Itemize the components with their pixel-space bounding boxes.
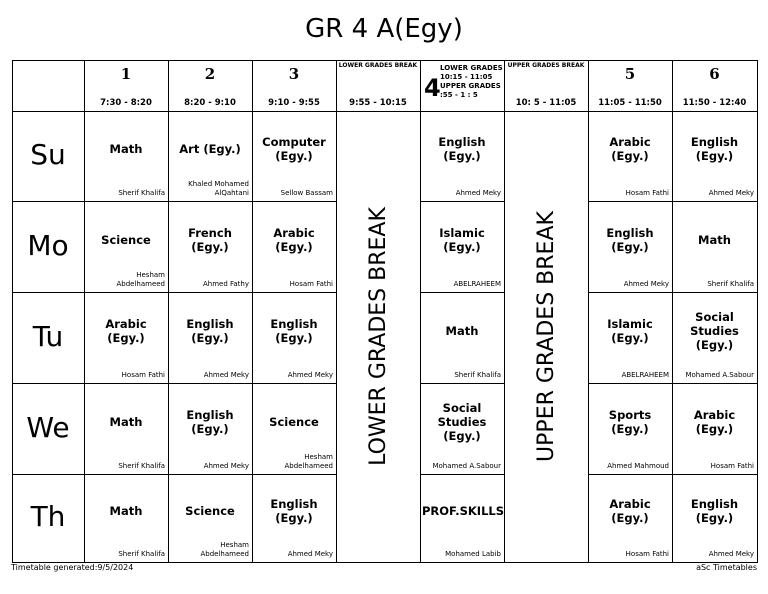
subject-label: Social Studies (Egy.) [690, 309, 739, 352]
teacher-name: Ahmed Meky [203, 371, 249, 379]
lesson-cell [168, 383, 252, 474]
teacher-name: Sherif Khalifa [118, 462, 165, 470]
lesson-cell [588, 292, 672, 383]
period-time-line: LOWER GRADES [440, 64, 503, 72]
teacher-name: Ahmed Meky [708, 189, 754, 197]
period-time: 8:20 - 9:10 [184, 98, 236, 108]
period-number: 3 [288, 65, 300, 83]
break-header-label: UPPER GRADES BREAK [507, 62, 585, 69]
day-label: Su [30, 138, 66, 171]
day-row-header [12, 111, 84, 201]
subject-label: English (Egy.) [270, 497, 318, 525]
lesson-cell [420, 383, 504, 474]
lesson-cell [168, 474, 252, 562]
lesson-cell [84, 292, 168, 383]
period-time-line: 10:15 - 11:05 [440, 73, 493, 81]
lesson-cell [252, 474, 336, 562]
teacher-name: Hosam Fathi [289, 280, 333, 288]
subject-label: English (Egy.) [186, 407, 234, 436]
teacher-name: Hosam Fathi [121, 371, 165, 379]
subject-label: Science [269, 414, 319, 429]
subject-label: Science [101, 232, 151, 247]
teacher-name: Ahmed Meky [455, 189, 501, 197]
teacher-name: Khaled Mohamed AlQahtani [188, 180, 249, 197]
day-row-header [12, 383, 84, 474]
period-time-line: :55 - 1 : 5 [440, 91, 478, 99]
teacher-name: Ahmed Meky [623, 280, 669, 288]
subject-label: Islamic (Egy.) [607, 316, 653, 345]
column-divider [336, 60, 337, 563]
lesson-cell [168, 292, 252, 383]
brand-label: aSc Timetables [696, 563, 757, 572]
lesson-cell [588, 383, 672, 474]
teacher-name: Sherif Khalifa [118, 189, 165, 197]
subject-label: Math [445, 323, 479, 338]
subject-label: French (Egy.) [188, 225, 232, 254]
lesson-cell [588, 111, 672, 201]
period-header [168, 60, 252, 111]
subject-label: Sports (Egy.) [608, 407, 652, 436]
lesson-cell [420, 111, 504, 201]
lesson-cell [252, 292, 336, 383]
period-number: 5 [624, 65, 636, 83]
subject-label: Arabic (Egy.) [609, 135, 651, 163]
lesson-cell [168, 111, 252, 201]
day-label: Tu [32, 319, 64, 353]
day-label: Mo [27, 228, 69, 262]
subject-label: Math [109, 414, 143, 429]
subject-label: Science [185, 504, 235, 518]
period-number: 6 [709, 65, 720, 83]
lesson-cell [672, 383, 757, 474]
day-row-header [12, 292, 84, 383]
subject-label: Arabic (Egy.) [693, 407, 736, 436]
lesson-cell [420, 292, 504, 383]
subject-label: Islamic (Egy.) [439, 225, 485, 254]
period-header [672, 60, 757, 111]
teacher-name: Ahmed Meky [708, 550, 754, 558]
period-header [420, 60, 504, 111]
teacher-name: ABELRAHEEM [621, 371, 669, 379]
lesson-cell [672, 201, 757, 292]
period-time: 9:55 - 10:15 [349, 98, 407, 108]
period-time-line: UPPER GRADES [440, 82, 501, 90]
subject-label: PROF.SKILLS [422, 504, 505, 518]
teacher-name: Hosam Fathi [710, 462, 754, 470]
period-number: 1 [120, 65, 132, 83]
teacher-name: Ahmed Fathy [202, 280, 249, 288]
subject-label: Math [109, 142, 143, 156]
lesson-cell [252, 201, 336, 292]
teacher-name: Hosam Fathi [625, 189, 669, 197]
teacher-name: Sherif Khalifa [707, 280, 754, 288]
teacher-name: Hesham Abdelhameed [116, 271, 165, 288]
lesson-cell [84, 201, 168, 292]
period-time: 11:50 - 12:40 [682, 98, 747, 108]
lesson-cell [672, 292, 757, 383]
teacher-name: Hesham Abdelhameed [284, 453, 333, 470]
teacher-name: Sherif Khalifa [454, 371, 501, 379]
teacher-name: Mohamed A.Sabour [685, 371, 754, 379]
subject-label: Social Studies (Egy.) [437, 400, 487, 443]
teacher-name: Ahmed Meky [203, 462, 249, 470]
period-number: 2 [204, 65, 216, 83]
lesson-cell [588, 201, 672, 292]
subject-label: Arabic (Egy.) [105, 316, 147, 345]
teacher-name: Sellow Bassam [280, 189, 333, 197]
subject-label: Math [109, 504, 143, 518]
lower-break-label: LOWER GRADES BREAK [365, 207, 391, 466]
day-row-header [12, 474, 84, 562]
period-number: 4 [424, 74, 441, 102]
period-time: 11:05 - 11:50 [598, 98, 662, 108]
teacher-name: Sherif Khalifa [118, 550, 165, 558]
period-header [252, 60, 336, 111]
teacher-name: Hosam Fathi [625, 550, 669, 558]
upper-break-label: UPPER GRADES BREAK [533, 211, 559, 462]
lesson-cell [84, 474, 168, 562]
teacher-name: Mohamed A.Sabour [432, 462, 501, 470]
teacher-name: Ahmed Meky [287, 550, 333, 558]
teacher-name: Ahmed Mahmoud [607, 462, 669, 470]
subject-label: English (Egy.) [270, 316, 318, 345]
lesson-cell [420, 474, 504, 562]
lesson-cell [420, 201, 504, 292]
teacher-name: Ahmed Meky [287, 371, 333, 379]
lesson-cell [588, 474, 672, 562]
lesson-cell [84, 383, 168, 474]
subject-label: English (Egy.) [186, 316, 234, 345]
subject-label: English (Egy.) [690, 497, 739, 525]
period-header [588, 60, 672, 111]
period-header [504, 60, 588, 111]
lesson-cell [84, 111, 168, 201]
subject-label: Computer (Egy.) [262, 135, 326, 163]
subject-label: Art (Egy.) [179, 142, 241, 156]
page-title: GR 4 A(Egy) [305, 14, 463, 44]
subject-label: English (Egy.) [690, 135, 739, 163]
lesson-cell [672, 111, 757, 201]
lesson-cell [168, 201, 252, 292]
subject-label: Arabic (Egy.) [609, 497, 651, 525]
period-time: 10: 5 - 11:05 [515, 98, 577, 108]
subject-label: Arabic (Egy.) [273, 225, 315, 254]
generated-date: Timetable generated:9/5/2024 [11, 563, 134, 572]
period-time: 7:30 - 8:20 [100, 98, 152, 108]
lesson-cell [252, 383, 336, 474]
teacher-name: Hesham Abdelhameed [200, 541, 249, 558]
day-label: We [26, 410, 70, 444]
period-header [336, 60, 420, 111]
day-row-header [12, 201, 84, 292]
teacher-name: Mohamed Labib [445, 550, 501, 558]
subject-label: English (Egy.) [438, 135, 486, 163]
period-header [84, 60, 168, 111]
column-divider [504, 60, 505, 563]
subject-label: English (Egy.) [606, 225, 654, 254]
subject-label: Math [698, 232, 731, 247]
lesson-cell [672, 474, 757, 562]
period-time: 9:10 - 9:55 [268, 98, 320, 108]
lesson-cell [252, 111, 336, 201]
column-divider [757, 60, 758, 563]
day-label: Th [30, 500, 66, 533]
teacher-name: ABELRAHEEM [453, 280, 501, 288]
break-header-label: LOWER GRADES BREAK [338, 62, 418, 69]
